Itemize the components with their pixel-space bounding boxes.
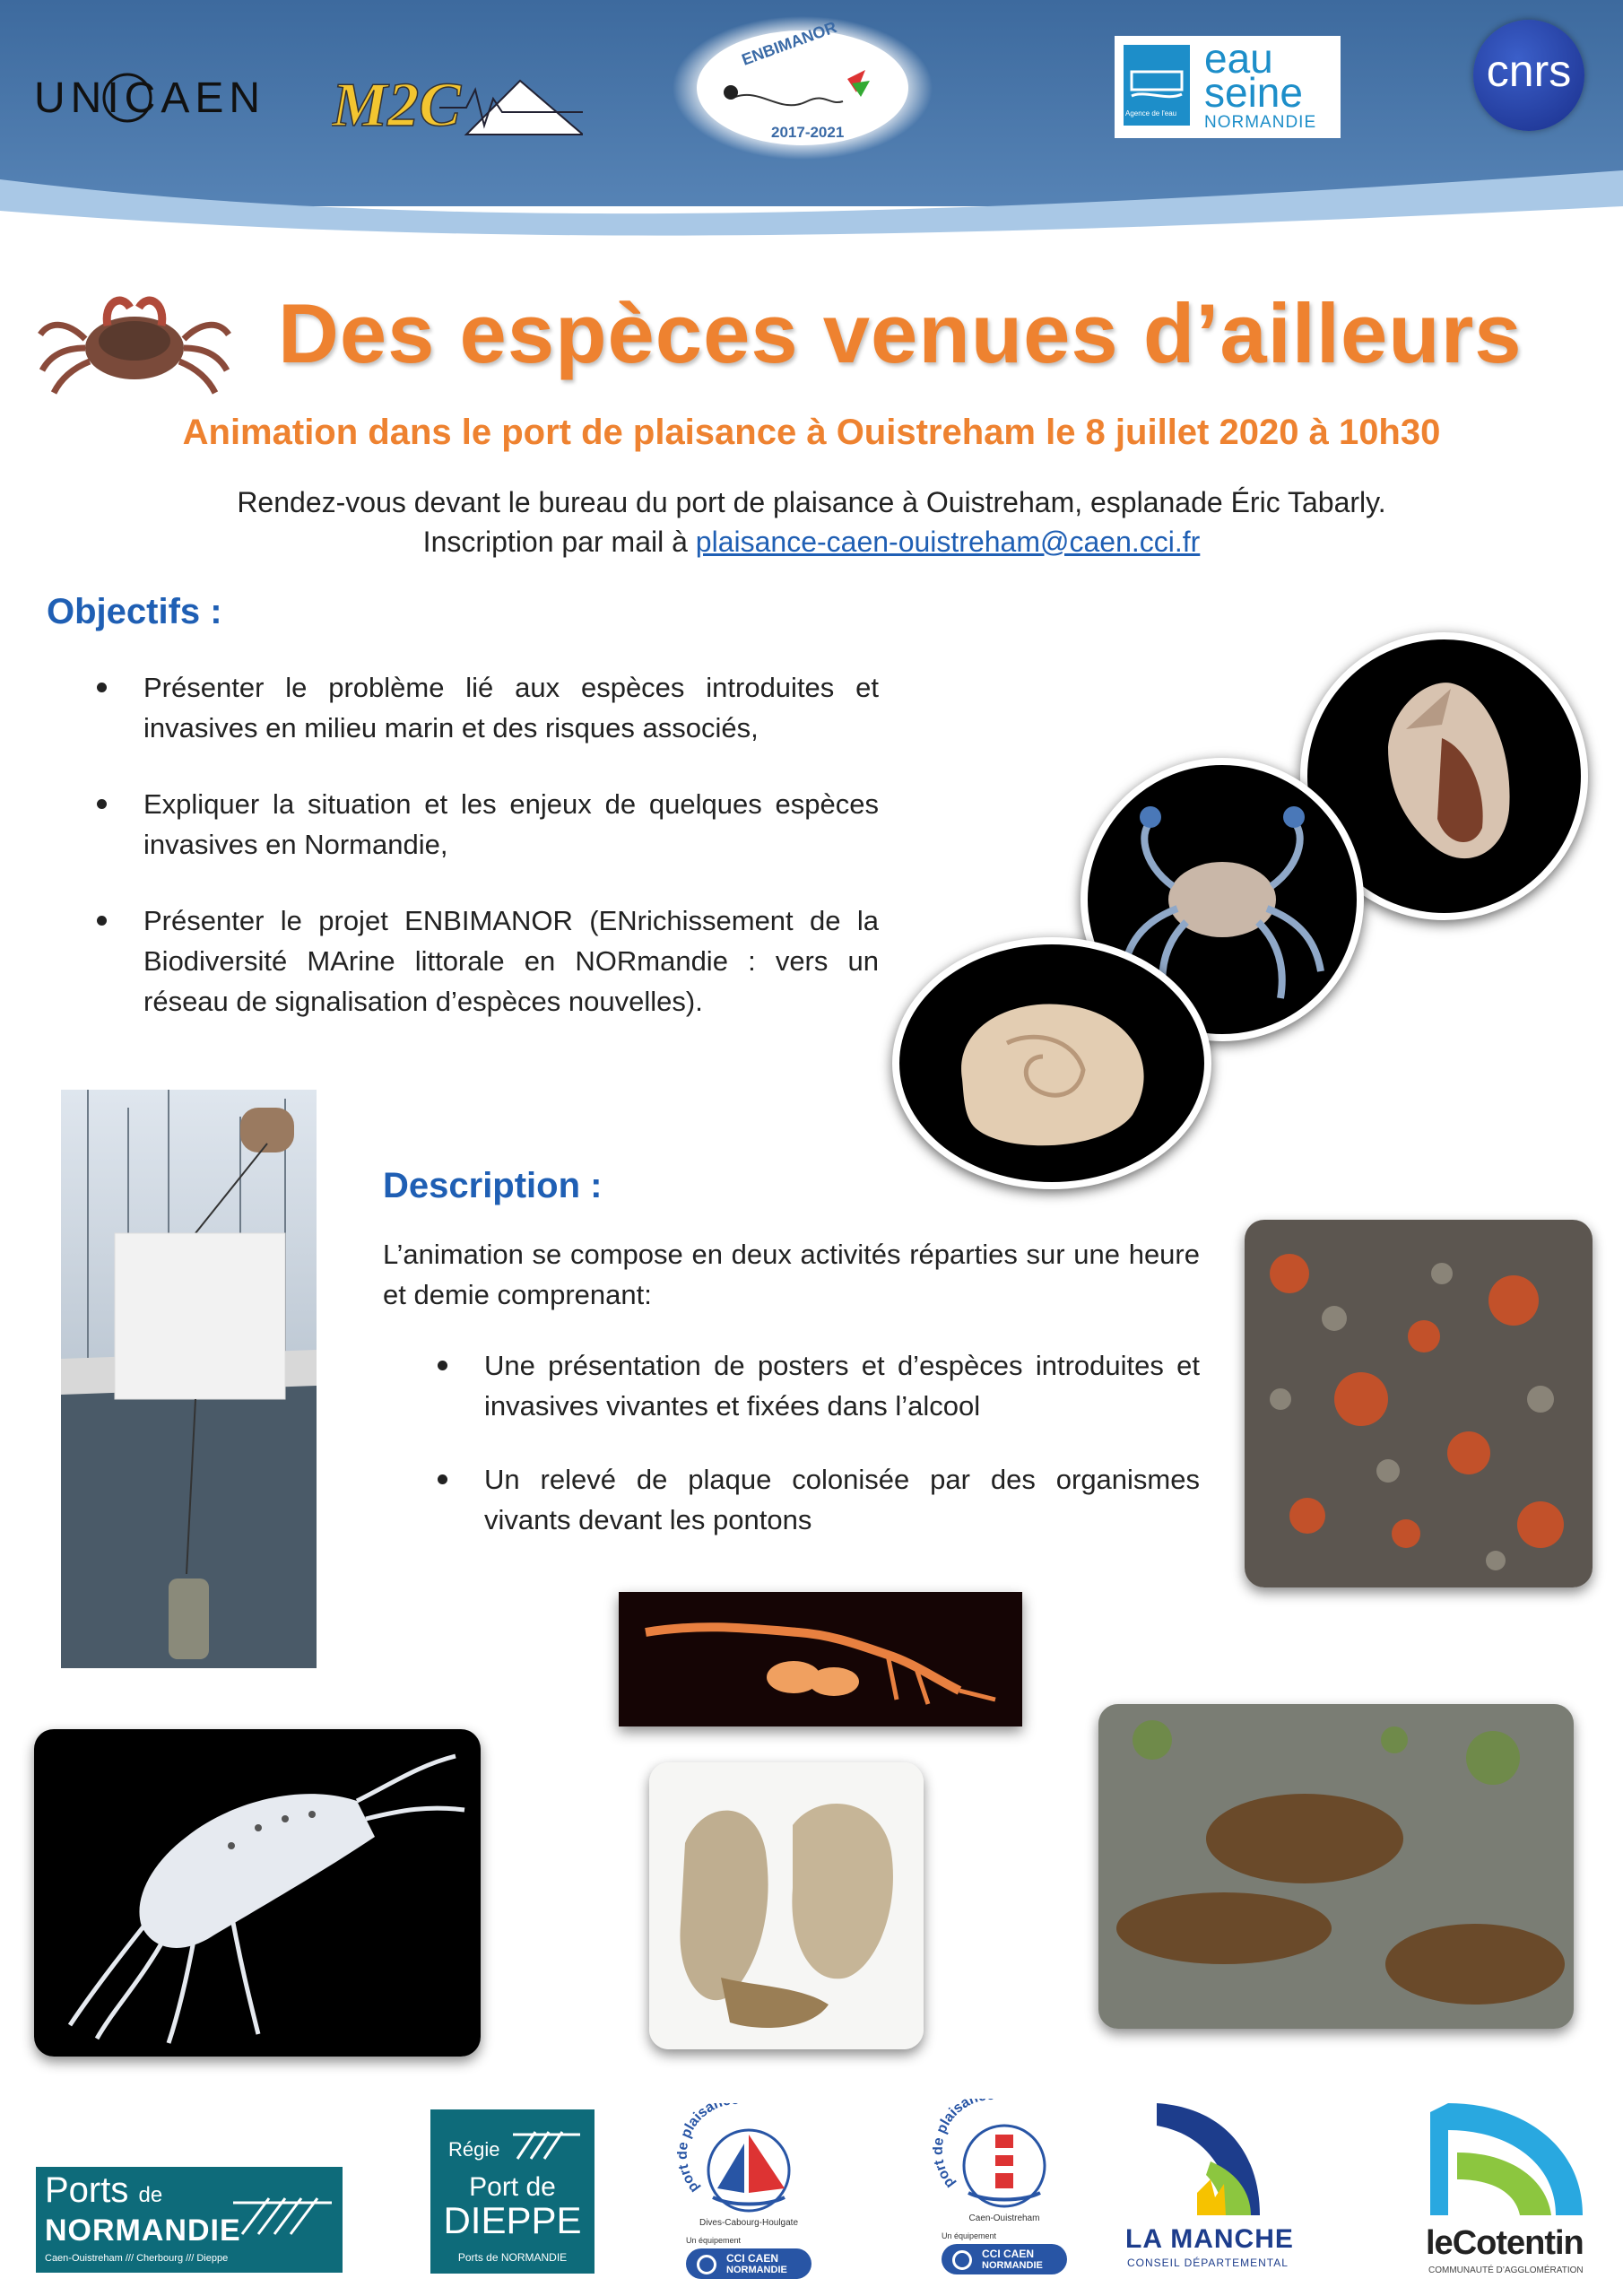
list-item: Une présentation de posters et d’espèces introduites et invasives vivantes et fixées dans l’alcool [430, 1345, 1200, 1426]
svg-text:port de plaisance: port plaisan [933, 2099, 981, 2191]
description-heading: Description : [383, 1166, 603, 1205]
description-list [430, 1345, 1200, 1540]
description-intro: L’animation se compose en deux activités réparties sur une heure et demie comprenant: [383, 1239, 1200, 1310]
rendezvous-line: Rendez-vous devant le bureau du port de plaisance à Ouistreham, esplanade Éric Tabarly. [237, 486, 1386, 518]
bullet-icon [97, 799, 107, 809]
bullet-icon [97, 916, 107, 926]
email-link[interactable]: plaisance-caen-ouistreham@caen.cci.fr [695, 526, 1201, 558]
port-dieppe-logo: Régie Port de DIEPPE Ports de NORMANDIE [430, 2109, 595, 2274]
svg-text:port de plaisance: port plaisan [677, 2103, 725, 2196]
ports-normandie-logo: Ports de NORMANDIE Caen-Ouistreham /// Cherbourg /// Dieppe [36, 2167, 343, 2273]
bullet-icon [97, 683, 107, 692]
svg-text:2017-2021: 2017-2021 [771, 124, 845, 141]
list-item: Présenter le projet ENBIMANOR (ENrichissement de la Biodiversité MArine littorale en NORmandie : vers un réseau de signalisation d’espèces nouvelles). [90, 900, 879, 1022]
eau-seine-normandie-logo: Agence de l'eau eau seine NORMANDIE [1115, 36, 1341, 138]
harbor-plate-photo [61, 1090, 317, 1668]
crab-icon [31, 285, 238, 397]
objectifs-list [90, 667, 879, 1022]
m2c-logo [332, 54, 583, 152]
seaweed-photo [1098, 1704, 1574, 2029]
unicaen-logo [34, 67, 258, 130]
tunicate-photo [649, 1762, 924, 2049]
bullet-icon [438, 1361, 447, 1370]
cnrs-logo: cnrs [1473, 20, 1584, 131]
port-dives-logo: port plaisan Dives-Cabourg-Houlgate Un équipement CCI CAEN NORMANDIE [677, 2103, 820, 2283]
inscription-prefix: Inscription par mail à [422, 526, 696, 558]
enbimanor-logo [673, 16, 933, 160]
bullet-icon [438, 1474, 447, 1484]
list-item: Présenter le problème lié aux espèces introduites et invasives en milieu marin et des risques associés, [90, 667, 879, 748]
le-cotentin-logo: leCotentin COMMUNAUTÉ D’AGGLOMÉRATION [1421, 2099, 1601, 2287]
amphipod-photo [34, 1729, 481, 2057]
list-item: Expliquer la situation et les enjeux de quelques espèces invasives en Normandie, [90, 784, 879, 865]
objectifs-heading: Objectifs : [47, 592, 222, 631]
list-item: Un relevé de plaque colonisée par des organismes vivants devant les pontons [430, 1459, 1200, 1540]
page-title: Des espèces venues d’ailleurs [278, 286, 1523, 380]
svg-text:M2C: M2C [332, 71, 461, 140]
svg-text:UNICAEN: UNICAEN [34, 74, 258, 122]
la-manche-logo: LA MANCHE CONSEIL DÉPARTEMENTAL [1125, 2099, 1305, 2278]
oyster-shell-photo [892, 937, 1211, 1189]
port-caen-ouistreham-logo: port plaisan Caen-Ouistreham Un équipement CCI CAEN NORMANDIE [933, 2099, 1076, 2278]
inscription-line [0, 526, 1623, 559]
event-subtitle: Animation dans le port de plaisance à Ouistreham le 8 juillet 2020 à 10h30 [182, 413, 1441, 452]
colonised-plate-photo [1245, 1220, 1593, 1587]
svg-text:ENBIMANOR: ENBIMANOR [739, 18, 839, 69]
caprellid-photo [619, 1592, 1022, 1726]
